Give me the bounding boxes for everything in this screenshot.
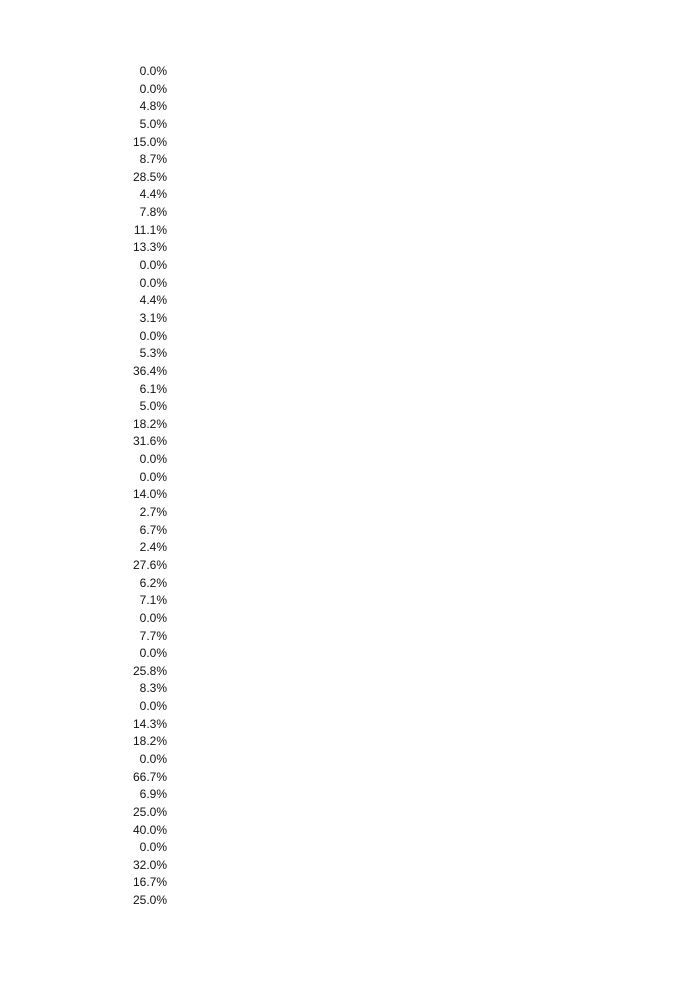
percentage-cell: 5.0% [139,399,167,414]
percentage-cell: 14.3% [132,716,167,731]
percentage-cell: 15.0% [132,134,167,149]
percentage-cell: 3.1% [139,310,167,325]
percentage-cell: 6.9% [139,787,167,802]
percentage-cell: 8.3% [139,681,167,696]
percentage-cell: 0.0% [139,275,167,290]
percentage-cell: 28.5% [132,169,167,184]
percentage-cell: 5.0% [139,116,167,131]
percentage-cell: 0.0% [139,328,167,343]
percentage-cell: 32.0% [132,857,167,872]
percentage-cell: 0.0% [139,452,167,467]
percentage-cell: 0.0% [139,258,167,273]
percentage-cell: 7.7% [139,628,167,643]
percentage-cell: 6.7% [139,522,167,537]
percentage-cell: 6.1% [139,381,167,396]
percentage-cell: 25.0% [132,893,167,908]
percentage-cell: 2.7% [139,505,167,520]
percentage-cell: 14.0% [132,487,167,502]
percentage-cell: 0.0% [139,751,167,766]
percentage-cell: 11.1% [133,222,167,237]
percentage-cell: 16.7% [132,875,167,890]
percentage-cell: 0.0% [139,64,167,78]
percentage-cell: 4.8% [139,99,167,114]
percentage-cell: 36.4% [132,363,167,378]
percentage-cell: 0.0% [139,81,167,96]
percentage-cell: 5.3% [139,346,167,361]
percentage-cell: 0.0% [139,840,167,855]
percentage-cell: 66.7% [132,769,167,784]
percentage-cell: 0.0% [139,699,167,714]
percentage-cell: 7.1% [139,593,167,608]
percentage-cell: 6.2% [139,575,167,590]
percentage-cell: 25.0% [132,804,167,819]
percentage-cell: 18.2% [132,416,167,431]
percentage-cell: 0.0% [139,469,167,484]
percentage-cell: 0.0% [139,646,167,661]
percentage-cell: 25.8% [132,663,167,678]
percentage-cell: 40.0% [132,822,167,837]
percentage-cell: 0.0% [139,610,167,625]
percentage-cell: 18.2% [132,734,167,749]
percentage-cell: 2.4% [139,540,167,555]
percentage-cell: 8.7% [139,152,167,167]
percentage-cell: 13.3% [132,240,167,255]
percentage-cell: 4.4% [139,187,167,202]
percentage-column [100,63,167,910]
percentage-cell: 31.6% [132,434,167,449]
percentage-cell: 4.4% [139,293,167,308]
percentage-cell: 7.8% [139,205,167,220]
percentage-cell: 27.6% [132,557,167,572]
